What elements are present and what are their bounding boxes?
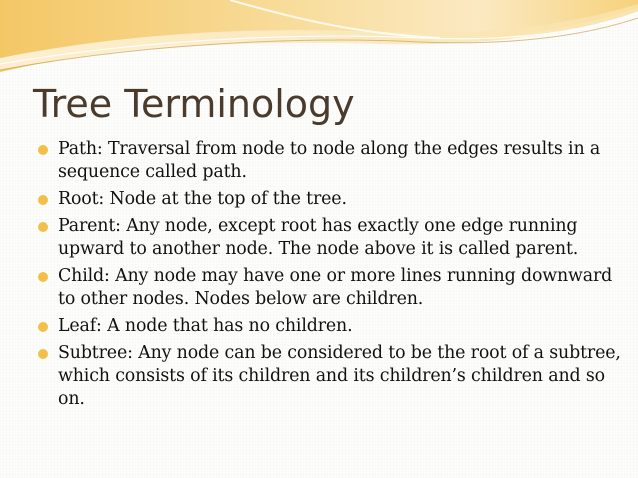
bullet-dot-icon (38, 195, 48, 205)
bullet-text: Child: Any node may have one or more lines running downward to other nodes. Nodes below are children. (58, 266, 613, 309)
header-swoosh-decoration (0, 0, 638, 80)
bullet-dot-icon (38, 145, 48, 155)
bullet-text: Root: Node at the top of the tree. (58, 189, 347, 209)
bullet-text: Path: Traversal from node to node along the edges results in a sequence called path. (58, 139, 601, 182)
bullet-text: Parent: Any node, except root has exactly one edge running upward to another node. The node above it is called parent. (58, 216, 579, 259)
slide-title: Tree Terminology (33, 82, 355, 126)
bullet-text: Leaf: A node that has no children. (58, 316, 353, 336)
bullet-item-subtree (38, 342, 628, 411)
bullet-item-child (38, 265, 628, 311)
bullet-item-leaf (38, 315, 628, 338)
bullet-list (38, 138, 628, 415)
bullet-dot-icon (38, 349, 48, 359)
bullet-item-parent (38, 215, 628, 261)
bullet-dot-icon (38, 272, 48, 282)
bullet-text: Subtree: Any node can be considered to be the root of a subtree, which consists of its children and its children’s children and so on. (58, 343, 621, 409)
bullet-item-path (38, 138, 628, 184)
bullet-item-root (38, 188, 628, 211)
bullet-dot-icon (38, 222, 48, 232)
bullet-dot-icon (38, 322, 48, 332)
